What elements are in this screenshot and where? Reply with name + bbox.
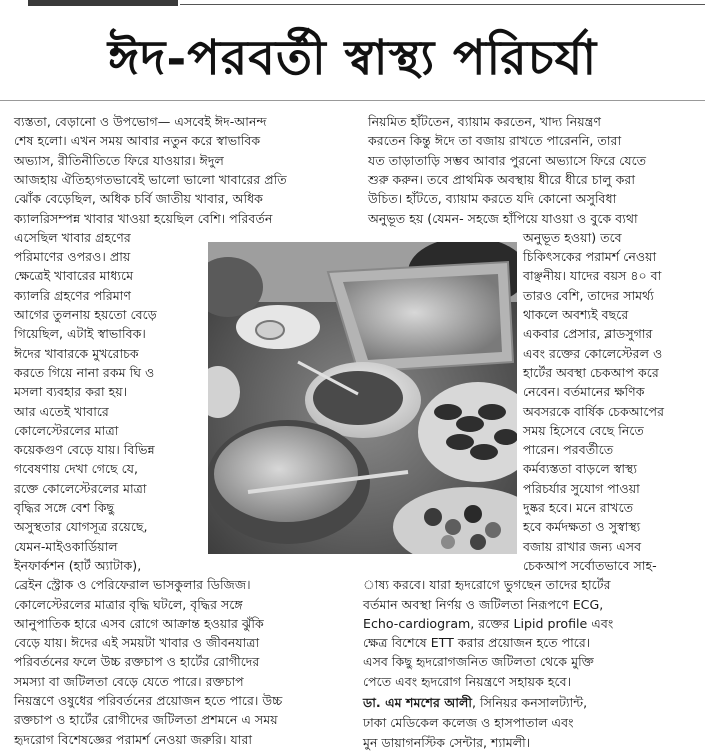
right-column-line: দুষ্কর হবে। মনে রাখতে xyxy=(523,500,634,515)
right-column-line: কর্মব্যস্ততা বাড়লে স্বাস্থ্য xyxy=(523,461,638,477)
right-column-line: এসব কিছু হৃদরোগজনিত জটিলতা থেকে মুক্তি xyxy=(363,654,594,670)
right-column-line: অবসরকে বার্ষিক চেকআপের xyxy=(523,403,665,419)
right-column-line: পেতে এবং হৃদরোগ নিয়ন্ত্রণে সহায়ক হবে। xyxy=(363,673,572,689)
right-column-line: চেকআপ সর্বোতভাবে সাহ- xyxy=(523,557,657,573)
left-column-line: বেড়ে যায়। ঈদের এই সময়টা খাবার ও জীবনযাত্রা xyxy=(14,635,260,651)
right-column-line: বজায় রাখার জন্য এসব xyxy=(523,538,642,554)
author-address: মুন ডায়াগনস্টিক সেন্টার, শ্যামলী। xyxy=(363,735,531,750)
right-column-line: করতেন কিন্তু ঈদে তা বজায় রাখতে পারেননি, তারা xyxy=(368,133,622,149)
left-column-line: ব্রেইন স্ট্রোক ও পেরিফেরাল ভাসকুলার ডিজিজ। xyxy=(14,577,251,593)
right-column-line: এবং রক্তের কোলেস্টেরল ও xyxy=(523,345,663,361)
right-column-line: াষ্য করবে। যারা হৃদরোগে ভুগছেন তাদের হার্টের xyxy=(363,577,611,593)
left-column-line: করতে গিয়ে নানা রকম ঘি ও xyxy=(14,364,155,380)
right-column-line: বাঞ্ছনীয়। যাদের বয়স ৪০ বা xyxy=(523,268,662,284)
left-column-line: বৃদ্ধির সঙ্গে বেশ কিছু xyxy=(14,500,115,515)
left-column-line: হৃদরোগ বিশেষজ্ঞের পরামর্শ নেওয়া জরুরি। যারা xyxy=(14,731,253,747)
left-column-line: অসুস্থতার যোগসূত্র রয়েছে, xyxy=(14,519,148,535)
right-column-line: সময় হিসেবে বেছে নিতে xyxy=(523,422,644,438)
right-column-line: একবার প্রেসার, ব্লাডসুগার xyxy=(523,326,653,342)
right-column-line: চিকিৎসকের পরামর্শ নেওয়া xyxy=(523,249,657,265)
left-column-line: কোলেস্টেরলের মাত্রার বৃদ্ধি ঘটলে, বৃদ্ধির সঙ্গে xyxy=(14,596,243,612)
left-column-line: ইনফার্কশন (হার্ট অ্যাটাক), xyxy=(14,557,142,573)
left-column-line: আনুপাতিক হারে এসব রোগে আক্রান্ত হওয়ার ঝুঁকি xyxy=(14,615,264,631)
right-column-line: শুরু করুন। তবে প্রাথমিক অবস্থায় ধীরে ধীরে চালু করা xyxy=(368,171,635,187)
author-name: ডা. এম শমশের আলী xyxy=(363,695,472,710)
left-column-line: ব্যস্ততা, বেড়ানো ও উপভোগ— এসবেই ঈদ-আনন্দ xyxy=(14,114,267,129)
header-rule xyxy=(180,4,705,5)
header-bar xyxy=(28,0,178,6)
left-column-line: মসলা ব্যবহার করা হয়। xyxy=(14,384,128,400)
left-column-line: পরিমাণের ওপরও। প্রায় xyxy=(14,249,131,265)
left-column-line: কোলেস্টেরলের মাত্রা xyxy=(14,422,119,438)
left-column-line: রক্তচাপ ও হার্টের রোগীদের জটিলতা প্রশমনে এ সময় xyxy=(14,712,278,728)
left-column-line: অভ্যাস, রীতিনীতিতে ফিরে যাওয়ার। ঈদুল xyxy=(14,152,224,168)
right-column-line: নিয়মিত হাঁটতেন, ব্যায়াম করতেন, খাদ্য নিয়ন্ত্রণ xyxy=(368,114,601,129)
left-column-line: আর এতেই খাবারে xyxy=(14,403,109,419)
right-column-line: হবে কর্মদক্ষতা ও সুস্বাস্থ্য xyxy=(523,519,641,535)
left-column-line: গিয়েছিল, এটাই স্বাভাবিক। xyxy=(14,326,146,342)
left-column-line: ঝোঁক বেড়েছিল, অধিক চর্বি জাতীয় খাবার, অধিক xyxy=(14,191,263,207)
right-column-line: হার্টের অবস্থা চেকআপ করে xyxy=(523,364,659,380)
right-column-line: পারেন। পরবর্তীতে xyxy=(523,442,614,458)
left-column-line: আগের তুলনায় হয়তো বেড়ে xyxy=(14,307,157,322)
left-column-line: গবেষণায় দেখা গেছে যে, xyxy=(14,461,139,477)
right-column-line: থাকলে অবশ্যই বছরে xyxy=(523,307,629,322)
left-column-line: সমস্যা বা জটিলতা বেড়ে যেতে পারে। রক্তচাপ xyxy=(14,673,244,689)
left-column-line: নিয়ন্ত্রণে ওষুধের পরিবর্তনের প্রয়োজন হতে পারে। উচ্চ xyxy=(14,693,283,708)
right-column-line: উচিত। হাঁটতে, ব্যায়াম করতে যদি কোনো অসুবিধা xyxy=(368,191,617,207)
right-column-line: বর্তমান অবস্থা নির্ণয় ও জটিলতা নিরূপণে ECG, xyxy=(363,596,604,612)
right-column-line: যত তাড়াতাড়ি সম্ভব আবার পুরনো অভ্যাসে ফিরে যেতে xyxy=(368,152,647,168)
author-title: , সিনিয়র কনসালট্যান্ট, xyxy=(472,695,588,710)
author-affiliation: ঢাকা মেডিকেল কলেজ ও হাসপাতাল এবং xyxy=(363,715,574,730)
article-title: ঈদ-পরবর্তী স্বাস্থ্য পরিচর্যা xyxy=(107,30,598,86)
left-column-line: কয়েকগুণ বেড়ে যায়। বিভিন্ন xyxy=(14,442,155,458)
top-strip xyxy=(0,0,705,10)
left-column-line: ঈদের খাবারকে মুখরোচক xyxy=(14,345,139,361)
title-divider xyxy=(0,100,705,101)
left-column-line: যেমন-মাইওকার্ডিয়াল xyxy=(14,538,118,554)
right-column-line: ক্ষেত্র বিশেষে ETT করার প্রয়োজন হতে পারে। xyxy=(363,635,591,651)
food-platter-photo xyxy=(208,242,517,554)
right-column-line: অনুভূত হয় (যেমন- সহজে হাঁপিয়ে যাওয়া ও বুকে ব্যথা xyxy=(368,210,638,226)
left-column-line: এসেছিল খাবার গ্রহণের xyxy=(14,229,131,245)
right-column-line: অনুভূত হওয়া) তবে xyxy=(523,229,622,245)
left-column-line: ক্যালরিসম্পন্ন খাবার খাওয়া হয়েছিল বেশি। পরিবর্তন xyxy=(14,210,273,226)
left-column-line: পরিবর্তনের ফলে উচ্চ রক্তচাপ ও হার্টের রোগীদের xyxy=(14,654,260,670)
left-column-line: ক্ষেত্রেই খাবারের মাধ্যমে xyxy=(14,268,134,284)
left-column-line: রক্তে কোলেস্টেরলের মাত্রা xyxy=(14,480,147,496)
left-column-line: শেষ হলো। এখন সময় আবার নতুন করে স্বাভাবিক xyxy=(14,133,261,149)
right-column-line: পরিচর্যার সুযোগ পাওয়া xyxy=(523,480,640,496)
author-line xyxy=(363,693,587,713)
left-column-line: ক্যালরি গ্রহণের পরিমাণ xyxy=(14,287,132,303)
right-column-line: তারও বেশি, তাদের সামর্থ্য xyxy=(523,287,654,303)
right-column-line: Echo-cardiogram, রক্তের Lipid profile এবং xyxy=(363,615,614,631)
right-column-line: নেবেন। বর্তমানের ক্ষণিক xyxy=(523,384,645,400)
left-column-line: আজহায় ঐতিহ্যগতভাবেই ভালো ভালো খাবারের প্রতি xyxy=(14,171,287,187)
